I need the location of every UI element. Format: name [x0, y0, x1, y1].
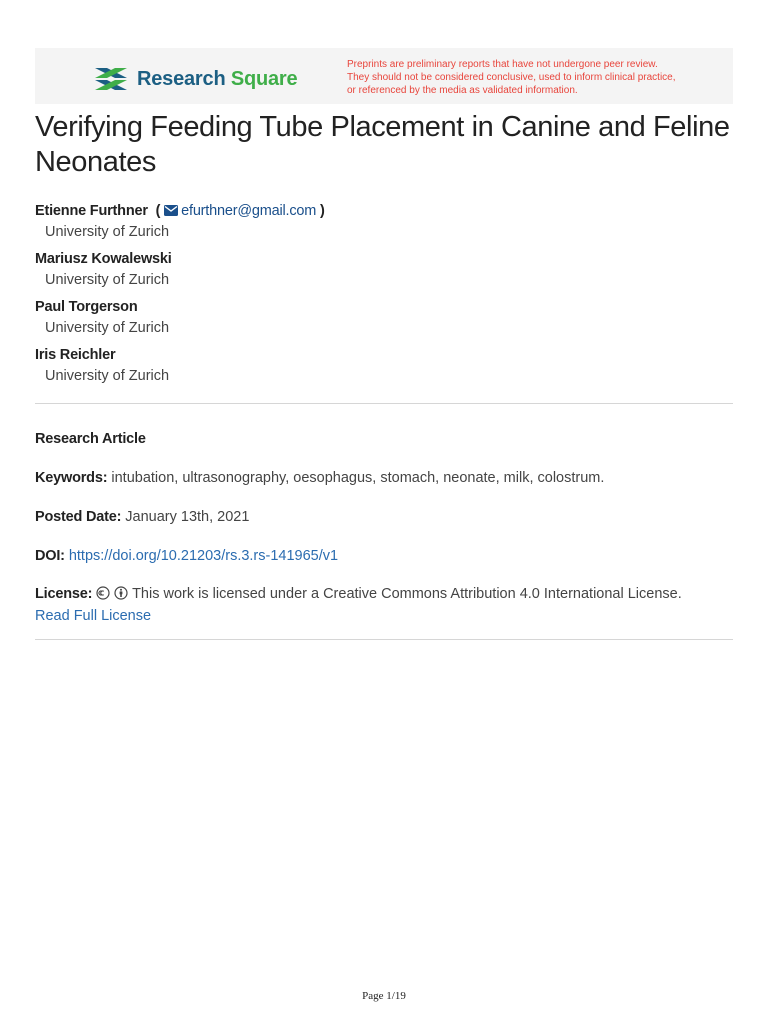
preprint-disclaimer	[347, 58, 727, 97]
article-type: Research Article	[35, 431, 146, 447]
read-full-license-link[interactable]: Read Full License	[35, 608, 152, 624]
attribution-icon	[114, 586, 128, 600]
divider	[35, 403, 733, 404]
author-email-group: ( efurthner@gmail.com )	[155, 203, 325, 219]
research-square-logo-icon	[93, 65, 129, 93]
author-name: Iris Reichler	[35, 347, 116, 363]
posted-date-label: Posted Date:	[35, 509, 122, 525]
author-entry	[35, 248, 735, 291]
author-name: Mariusz Kowalewski	[35, 251, 172, 267]
author-list	[35, 200, 735, 392]
author-email: efurthner@gmail.com	[181, 203, 317, 219]
author-email-link[interactable]	[164, 203, 316, 219]
keywords-value: intubation, ultrasonography, oesophagus, stomach, neonate, milk, colostrum.	[111, 470, 605, 486]
author-entry	[35, 296, 735, 339]
author-name: Etienne Furthner	[35, 203, 148, 219]
license-text: This work is licensed under a Creative Commons Attribution 4.0 International License.	[132, 586, 682, 602]
author-name: Paul Torgerson	[35, 299, 138, 315]
doi-link[interactable]: https://doi.org/10.21203/rs.3.rs-141965/v1	[68, 548, 339, 564]
posted-date-value: January 13th, 2021	[125, 509, 250, 525]
doi-label: DOI:	[35, 548, 65, 564]
license-row	[35, 583, 735, 627]
author-affiliation: University of Zurich	[45, 224, 170, 240]
disclaimer-line: or referenced by the media as validated information.	[347, 85, 578, 96]
envelope-icon	[164, 205, 178, 216]
keywords-row	[35, 467, 735, 489]
divider	[35, 639, 733, 640]
doi-row	[35, 545, 735, 567]
posted-date-row	[35, 506, 735, 528]
author-affiliation: University of Zurich	[45, 368, 170, 384]
disclaimer-line: Preprints are preliminary reports that have not undergone peer review.	[347, 59, 658, 70]
paper-title: Verifying Feeding Tube Placement in Canine and Feline Neonates	[35, 111, 730, 178]
brand-name: Research Square	[137, 67, 298, 90]
preprint-banner	[35, 48, 733, 104]
license-label: License:	[35, 586, 93, 602]
creative-commons-icon	[96, 586, 110, 600]
page-number: Page 1/19	[362, 990, 406, 1002]
author-affiliation: University of Zurich	[45, 320, 170, 336]
research-square-logo[interactable]	[93, 65, 297, 93]
disclaimer-line: They should not be considered conclusive, used to inform clinical practice,	[347, 72, 676, 83]
author-entry	[35, 200, 735, 243]
author-entry	[35, 344, 735, 387]
keywords-label: Keywords:	[35, 470, 108, 486]
author-affiliation: University of Zurich	[45, 272, 170, 288]
